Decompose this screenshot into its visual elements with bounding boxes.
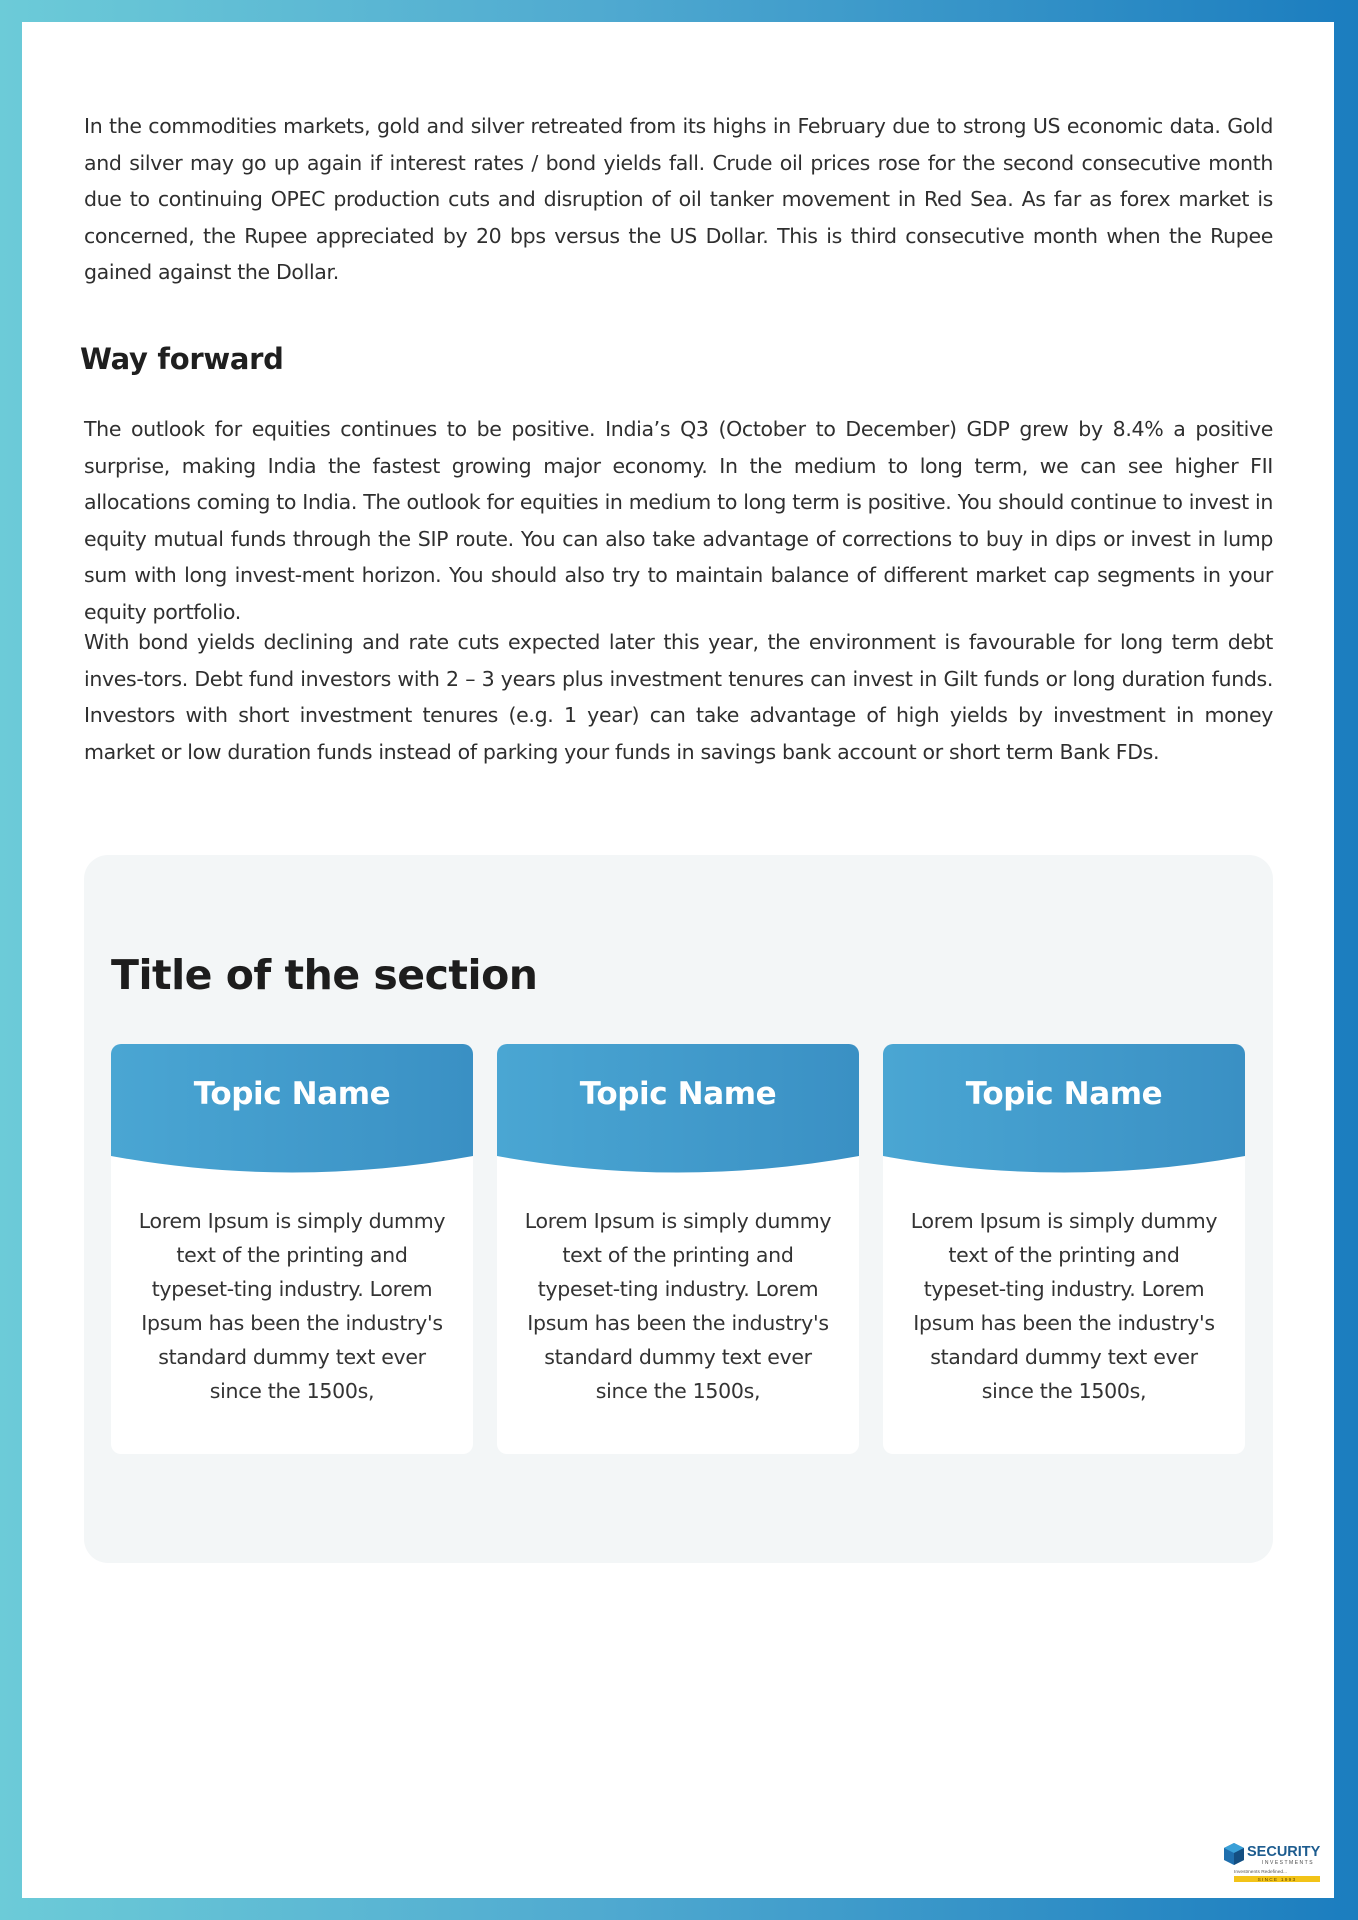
topic-card — [497, 1044, 859, 1454]
topics-section — [84, 855, 1273, 1563]
topic-card — [111, 1044, 473, 1454]
topic-card-header — [883, 1044, 1245, 1174]
topic-card-title: Topic Name — [193, 1076, 391, 1112]
topic-card-title: Topic Name — [965, 1076, 1163, 1112]
logo-name: SECURITY — [1247, 1844, 1321, 1860]
topic-card-text: Lorem Ipsum is simply dummy text of the printing and typeset-ting industry. Lorem Ipsum has been the industry's standard dummy text ever since the 1500s, — [524, 1209, 832, 1403]
logo-since: SINCE 1993 — [1257, 1878, 1297, 1883]
section-title: Title of the section — [111, 951, 538, 999]
topic-card — [883, 1044, 1245, 1454]
topic-card-title: Topic Name — [579, 1076, 777, 1112]
topic-card-header — [111, 1044, 473, 1174]
topic-card-header — [497, 1044, 859, 1174]
logo-tagline: Investments Redefined... — [1234, 1870, 1288, 1875]
way-forward-paragraph-2: With bond yields declining and rate cuts expected later this year, the environment is favourable for long term debt inves-tors. Debt fund investors with 2 – 3 years plus investment tenures can invest in Gilt funds or long duration funds. Investors with short investment tenures (e.g. 1 year) can take advantage of high yields by investment in money market or low duration funds instead of parking your funds in savings bank account or short term Bank FDs. — [84, 630, 1273, 764]
topic-card-text: Lorem Ipsum is simply dummy text of the printing and typeset-ting industry. Lorem Ipsum has been the industry's standard dummy text ever since the 1500s, — [138, 1209, 446, 1403]
security-investments-logo — [1222, 1840, 1334, 1886]
intro-paragraph: In the commodities markets, gold and silver retreated from its highs in February due to strong US economic data. Gold and silver may go up again if interest rates / bond yields fall. Crude oil prices rose for the second consecutive month due to continuing OPEC production cuts and disruption of oil tanker movement in Red Sea. As far as forex market is concerned, the Rupee appreciated by 20 bps versus the US Dollar. This is third consecutive month when the Rupee gained against the Dollar. — [84, 114, 1273, 284]
way-forward-heading: Way forward — [80, 342, 284, 376]
document-page — [22, 22, 1334, 1898]
way-forward-paragraph-1: The outlook for equities continues to be positive. India’s Q3 (October to December) GDP grew by 8.4% a positive surprise, making India the fastest growing major economy. In the medium to long term, we can see higher FII allocations coming to India. The outlook for equities in medium to long term is positive. You should continue to invest in equity mutual funds through the SIP route. You can also take advantage of corrections to buy in dips or invest in lump sum with long invest-ment horizon. You should also try to maintain balance of different market cap segments in your equity portfolio. — [84, 417, 1273, 624]
logo-emblem-icon — [1224, 1843, 1244, 1865]
logo-subtitle: INVESTMENTS — [1262, 1860, 1315, 1866]
topic-card-text: Lorem Ipsum is simply dummy text of the printing and typeset-ting industry. Lorem Ipsum has been the industry's standard dummy text ever since the 1500s, — [910, 1209, 1218, 1403]
